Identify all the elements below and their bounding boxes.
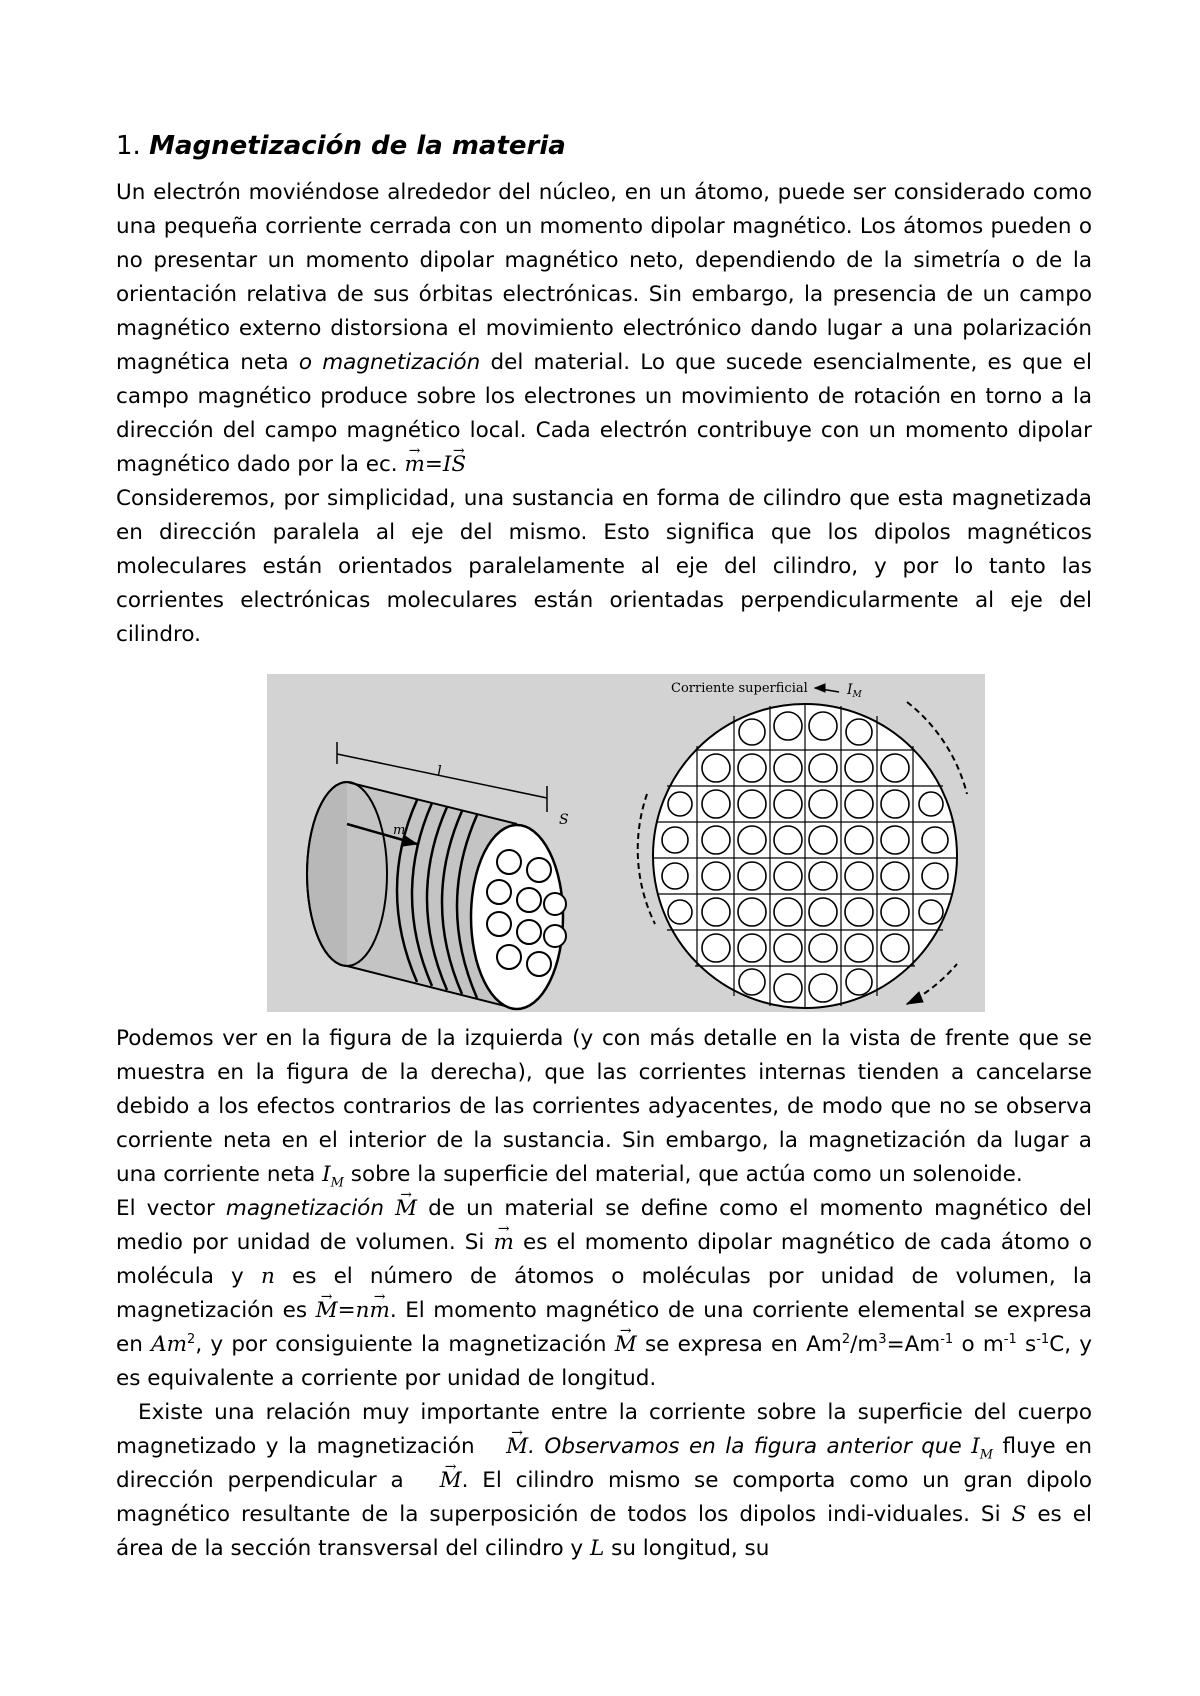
text: =Am <box>886 1332 941 1357</box>
vector-s: → S <box>451 448 466 482</box>
label-length: l <box>437 762 442 780</box>
vector-M: → M <box>418 1464 462 1498</box>
section-heading <box>116 128 1092 164</box>
section-number: 1. <box>116 131 141 161</box>
text: sobre la superficie del material, que actúa como un solenoide. <box>343 1162 1023 1187</box>
subscript-m: M <box>330 1175 344 1191</box>
symbol-n: n <box>260 1264 275 1289</box>
superscript: 3 <box>878 1331 887 1347</box>
paragraph-intro <box>116 176 1092 482</box>
text: /m <box>850 1332 879 1357</box>
text: del material. Lo que sucede esencialmente, es que el campo magnético produce sobre los electrones un movimiento de rotación en torno a la dirección del campo magnético local. Cada electrón contribuye con un momento dipolar magnético dado por la ec. <box>116 350 1092 477</box>
text: es el momento dipolar magnético de cada átomo o molécula y <box>116 1230 1092 1289</box>
document-page <box>116 128 1092 1566</box>
paragraph-magnetization-vector <box>116 1192 1092 1396</box>
symbol-L: L <box>590 1536 605 1561</box>
text: Un electrón moviéndose alrededor del núcleo, en un átomo, puede ser considerado como una pequeña corriente cerrada con un momento dipolar magnético. Los átomos pueden o no presentar un momento dipolar magnético neto, dependiendo de la simetría o de la orientación relativa de sus órbitas electrónicas. Sin embargo, la presencia de un campo magnético externo distorsiona el movimiento electrónico dando lugar a una polarización magnética neta <box>116 180 1092 375</box>
text: C, y es equivalente a corriente por unidad de longitud. <box>116 1332 1092 1391</box>
vector-M: → M <box>316 1294 338 1328</box>
vector-m: → m <box>493 1226 513 1260</box>
text: o m <box>953 1332 1004 1357</box>
figure-magnetized-cylinder <box>267 674 985 1012</box>
emphasis: magnetización <box>225 1196 384 1221</box>
label-moment: m <box>393 823 406 838</box>
paragraph-figure-explanation <box>116 1022 1092 1192</box>
superscript: -1 <box>1003 1331 1017 1347</box>
vector-M: → M <box>484 1430 528 1464</box>
label-surface-current: Corriente superficial <box>671 681 808 696</box>
text: se expresa en Am <box>636 1332 842 1357</box>
text: Podemos ver en la figura de la izquierda (y con más detalle en la vista de frente que se muestra en la figura de la derecha), que las corrientes internas tienden a cancelarse debido a los efectos contrarios de las corrientes adyacentes, de modo que no se observa corriente neta en el interior de la sustancia. Sin embargo, la magnetización da lugar a una corriente neta <box>116 1026 1092 1187</box>
front-view-illustration <box>638 684 967 1008</box>
label-area: S <box>559 812 569 828</box>
equation-part: =I <box>424 452 452 477</box>
text: s <box>1016 1332 1037 1357</box>
text: . Observamos en la figura anterior que <box>528 1434 972 1459</box>
text: , y por consiguiente la magnetización <box>195 1332 615 1357</box>
symbol-i: I <box>971 1434 980 1459</box>
symbol-S: S <box>1011 1502 1027 1527</box>
text: . El cilindro mismo se comporta como un gran dipolo magnético resultante de la superposición de todos los dipolos indi-viduales. Si <box>116 1468 1092 1527</box>
label-im-letter: I <box>847 682 853 698</box>
vector-m: → m <box>404 448 424 482</box>
paragraph-surface-current-relation <box>116 1396 1092 1566</box>
symbol-i: I <box>322 1162 331 1187</box>
vector-M: → M <box>615 1328 637 1362</box>
superscript: -1 <box>1036 1331 1050 1347</box>
text: Existe una relación muy importante entre la corriente sobre la superficie del cuerpo magnetizado y la magnetización <box>116 1400 1092 1459</box>
emphasis: o magnetización <box>298 350 481 375</box>
equation-part: =n <box>337 1298 370 1323</box>
text: es el número de átomos o moléculas por unidad de volumen, la magnetización es <box>116 1264 1092 1323</box>
superscript: 2 <box>187 1331 196 1347</box>
text: El vector <box>116 1196 226 1221</box>
label-im-subscript: M <box>852 690 862 700</box>
section-title: Magnetización de la materia <box>149 131 566 161</box>
text: es el área de la sección transversal del cilindro y <box>116 1502 1092 1561</box>
text: su longitud, su <box>604 1536 770 1561</box>
text: . El momento magnético de una corriente elemental se expresa en <box>116 1298 1092 1357</box>
label-im <box>846 682 863 700</box>
figure-drawing <box>267 674 985 1012</box>
vector-M: → M <box>395 1192 417 1226</box>
vector-m: → m <box>369 1294 389 1328</box>
subscript-m: M <box>979 1447 994 1463</box>
superscript: -1 <box>940 1331 954 1347</box>
superscript: 2 <box>841 1331 851 1347</box>
unit: Am <box>151 1332 188 1357</box>
cylinder-illustration <box>307 742 566 1009</box>
text: fluye en dirección perpendicular a <box>116 1434 1092 1493</box>
text: de un material se define como el momento magnético del medio por unidad de volumen. Si <box>116 1196 1092 1255</box>
paragraph-cylinder: Consideremos, por simplicidad, una sustancia en forma de cilindro que esta magnetizada en dirección paralela al eje del mismo. Esto significa que los dipolos magnéticos moleculares están orientados paralelamente al eje del cilindro, y por lo tanto las corrientes electrónicas moleculares están orientadas perpendicularmente al eje del cilindro. <box>116 486 1092 647</box>
